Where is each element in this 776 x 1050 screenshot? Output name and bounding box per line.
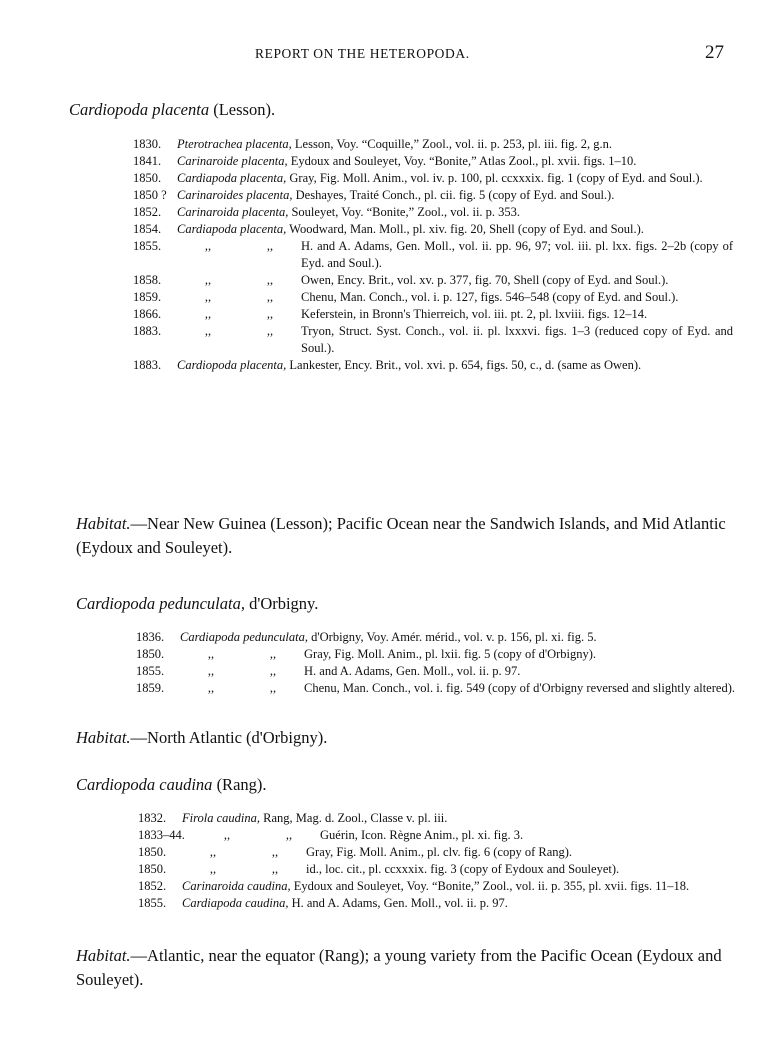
synonym-name: Cardiopoda placenta, — [177, 358, 287, 372]
ditto-mark: ,, — [271, 845, 279, 859]
synonym-citation — [177, 238, 733, 272]
synonym-year: 1841. — [133, 154, 162, 168]
page-number: 27 — [705, 42, 724, 63]
citation-text: Woodward, Man. Moll., pl. xiv. fig. 20, Shell (copy of Eyd. and Soul.). — [286, 222, 644, 236]
synonym-year: 1833–44. — [138, 828, 185, 842]
ditto-mark: ,, — [266, 239, 274, 253]
citation-text: d'Orbigny, Voy. Amér. mérid., vol. v. p. 156, pl. xi. fig. 5. — [308, 630, 597, 644]
synonym-citation — [177, 306, 733, 323]
ditto-mark: ,, — [204, 273, 212, 287]
citation-text: Eydoux and Souleyet, Voy. “Bonite,” Atlas Zool., pl. xvii. figs. 1–10. — [287, 154, 637, 168]
synonym-citation — [180, 629, 736, 646]
synonymy-list — [136, 629, 736, 697]
ditto-mark: ,, — [269, 647, 277, 661]
synonym-entry — [136, 663, 736, 680]
ditto-mark: ,, — [266, 307, 274, 321]
citation-text: Souleyet, Voy. “Bonite,” Zool., vol. ii. p. 353. — [288, 205, 521, 219]
ditto-mark: ,, — [266, 273, 274, 287]
synonym-citation — [196, 827, 724, 844]
synonym-citation — [177, 153, 733, 170]
citation-text: Gray, Fig. Moll. Anim., vol. iv. p. 100, pl. ccxxxix. fig. 1 (copy of Eyd. and Soul.). — [286, 171, 703, 185]
citation-text: Tryon, Struct. Syst. Conch., vol. ii. pl. lxxxvi. figs. 1–3 (reduced copy of Eyd. and Soul.). — [301, 324, 733, 355]
citation-text: id., loc. cit., pl. ccxxxix. fig. 3 (copy of Eydoux and Souleyet). — [306, 862, 620, 876]
citation-text: H. and A. Adams, Gen. Moll., vol. ii. p. 97. — [288, 896, 508, 910]
synonym-citation — [177, 221, 733, 238]
running-title: REPORT ON THE HETEROPODA. — [255, 46, 470, 61]
synonym-year: 1866. — [133, 307, 162, 321]
synonym-name: Carinaroida caudina, — [182, 879, 291, 893]
ditto-mark: ,, — [207, 681, 215, 695]
synonym-year: 1855. — [133, 239, 162, 253]
synonym-entry — [138, 861, 724, 878]
synonym-entry — [138, 844, 724, 861]
habitat-label: Habitat. — [76, 946, 131, 965]
species-name: Cardiopoda placenta — [69, 100, 210, 119]
synonym-citation — [177, 272, 733, 289]
synonym-citation — [182, 844, 724, 861]
synonym-year: 1832. — [138, 811, 167, 825]
synonym-year: 1858. — [133, 273, 162, 287]
synonym-citation — [180, 663, 736, 680]
citation-text: Chenu, Man. Conch., vol. i. p. 127, figs. 546–548 (copy of Eyd. and Soul.). — [301, 290, 679, 304]
species-name: Cardiopoda pedunculata, — [76, 594, 245, 613]
ditto-mark: ,, — [204, 307, 212, 321]
ditto-mark: ,, — [266, 324, 274, 338]
synonym-citation — [177, 170, 733, 187]
synonym-entry — [133, 357, 733, 374]
ditto-mark: ,, — [285, 828, 293, 842]
synonym-entry — [133, 272, 733, 289]
synonym-entry — [136, 646, 736, 663]
citation-text: Eydoux and Souleyet, Voy. “Bonite,” Zool., vol. ii. p. 355, pl. xvii. figs. 11–18. — [290, 879, 690, 893]
synonym-entry — [136, 629, 736, 646]
synonym-citation — [180, 680, 736, 697]
ditto-mark: ,, — [271, 862, 279, 876]
synonym-name: Cardiapoda pedunculata, — [180, 630, 309, 644]
synonym-entry — [133, 153, 733, 170]
synonym-year: 1850. — [138, 862, 167, 876]
synonym-year: 1850. — [138, 845, 167, 859]
species-heading — [76, 594, 318, 614]
ditto-mark: ,, — [209, 845, 217, 859]
synonym-entry — [133, 289, 733, 306]
synonym-year: 1854. — [133, 222, 162, 236]
synonym-citation — [177, 204, 733, 221]
ditto-mark: ,, — [223, 828, 231, 842]
citation-text: Gray, Fig. Moll. Anim., pl. clv. fig. 6 (copy of Rang). — [306, 845, 573, 859]
synonym-name: Cardiapoda placenta, — [177, 171, 287, 185]
synonym-citation — [177, 357, 733, 374]
synonym-entry — [138, 810, 724, 827]
habitat-paragraph — [46, 512, 730, 560]
synonym-year: 1855. — [136, 664, 165, 678]
synonym-year: 1859. — [133, 290, 162, 304]
synonym-citation — [177, 323, 733, 357]
citation-text: Gray, Fig. Moll. Anim., pl. lxii. fig. 5 (copy of d'Orbigny). — [304, 647, 597, 661]
species-author: (Rang). — [216, 775, 267, 794]
synonym-entry — [138, 878, 724, 895]
synonym-year: 1852. — [133, 205, 162, 219]
ditto-mark: ,, — [204, 324, 212, 338]
habitat-paragraph — [46, 726, 730, 750]
synonym-year: 1883. — [133, 358, 162, 372]
synonym-citation — [182, 861, 724, 878]
species-heading — [76, 775, 267, 795]
synonym-entry — [133, 187, 733, 204]
synonym-name: Cardiapoda placenta, — [177, 222, 287, 236]
species-heading — [69, 100, 275, 120]
synonym-year: 1883. — [133, 324, 162, 338]
synonym-citation — [182, 810, 724, 827]
citation-text: Chenu, Man. Conch., vol. i. fig. 549 (copy of d'Orbigny reversed and slightly altered). — [304, 681, 735, 695]
synonym-year: 1852. — [138, 879, 167, 893]
synonym-entry — [138, 895, 724, 912]
synonym-citation — [180, 646, 736, 663]
synonym-name: Carinaroides placenta, — [177, 188, 293, 202]
synonym-name: Firola caudina, — [182, 811, 261, 825]
ditto-mark: ,, — [269, 664, 277, 678]
citation-text: Lankester, Ency. Brit., vol. xvi. p. 654, figs. 50, c., d. (same as Owen). — [286, 358, 642, 372]
synonym-entry — [138, 827, 724, 844]
synonym-year: 1830. — [133, 137, 162, 151]
synonym-name: Cardiapoda caudina, — [182, 896, 289, 910]
habitat-label: Habitat. — [76, 514, 131, 533]
ditto-mark: ,, — [209, 862, 217, 876]
synonym-entry — [133, 170, 733, 187]
synonymy-list — [138, 810, 724, 912]
synonym-citation — [182, 895, 724, 912]
running-head — [0, 44, 776, 68]
citation-text: Deshayes, Traité Conch., pl. cii. fig. 5 (copy of Eyd. and Soul.). — [292, 188, 615, 202]
citation-text: Keferstein, in Bronn's Thierreich, vol. iii. pt. 2, pl. lxviii. figs. 12–14. — [301, 307, 648, 321]
synonym-name: Carinaroide placenta, — [177, 154, 288, 168]
synonym-entry — [136, 680, 736, 697]
synonym-year: 1855. — [138, 896, 167, 910]
ditto-mark: ,, — [269, 681, 277, 695]
synonym-entry — [133, 221, 733, 238]
ditto-mark: ,, — [266, 290, 274, 304]
synonym-entry — [133, 136, 733, 153]
synonym-citation — [177, 136, 733, 153]
habitat-label: Habitat. — [76, 728, 131, 747]
synonym-year: 1850. — [133, 171, 162, 185]
synonym-entry — [133, 306, 733, 323]
habitat-text: —Atlantic, near the equator (Rang); a young variety from the Pacific Ocean (Eydoux and Souleyet). — [76, 946, 722, 989]
synonym-citation — [177, 187, 733, 204]
habitat-paragraph — [46, 944, 730, 992]
synonym-year: 1859. — [136, 681, 165, 695]
synonym-year: 1850 ? — [133, 188, 167, 202]
synonym-name: Pterotrachea placenta, — [177, 137, 292, 151]
synonym-entry — [133, 238, 733, 272]
citation-text: Guérin, Icon. Règne Anim., pl. xi. fig. 3. — [320, 828, 524, 842]
citation-text: H. and A. Adams, Gen. Moll., vol. ii. pp. 96, 97; vol. iii. pl. lxx. figs. 2–2b (copy of Eyd. and Soul.). — [301, 239, 733, 270]
synonym-year: 1850. — [136, 647, 165, 661]
ditto-mark: ,, — [207, 664, 215, 678]
synonym-entry — [133, 323, 733, 357]
synonym-entry — [133, 204, 733, 221]
synonym-name: Carinaroida placenta, — [177, 205, 289, 219]
ditto-mark: ,, — [204, 290, 212, 304]
ditto-mark: ,, — [204, 239, 212, 253]
habitat-text: —Near New Guinea (Lesson); Pacific Ocean near the Sandwich Islands, and Mid Atlantic (Eydoux and Souleyet). — [76, 514, 726, 557]
citation-text: H. and A. Adams, Gen. Moll., vol. ii. p. 97. — [304, 664, 521, 678]
ditto-mark: ,, — [207, 647, 215, 661]
synonym-citation — [182, 878, 724, 895]
synonym-citation — [177, 289, 733, 306]
species-name: Cardiopoda caudina — [76, 775, 213, 794]
synonym-year: 1836. — [136, 630, 165, 644]
citation-text: Lesson, Voy. “Coquille,” Zool., vol. ii. p. 253, pl. iii. fig. 2, g.n. — [291, 137, 613, 151]
synonymy-list — [133, 136, 733, 374]
species-author: (Lesson). — [213, 100, 276, 119]
habitat-text: —North Atlantic (d'Orbigny). — [130, 728, 328, 747]
citation-text: Rang, Mag. d. Zool., Classe v. pl. iii. — [260, 811, 448, 825]
species-author: d'Orbigny. — [249, 594, 319, 613]
citation-text: Owen, Ency. Brit., vol. xv. p. 377, fig. 70, Shell (copy of Eyd. and Soul.). — [301, 273, 669, 287]
